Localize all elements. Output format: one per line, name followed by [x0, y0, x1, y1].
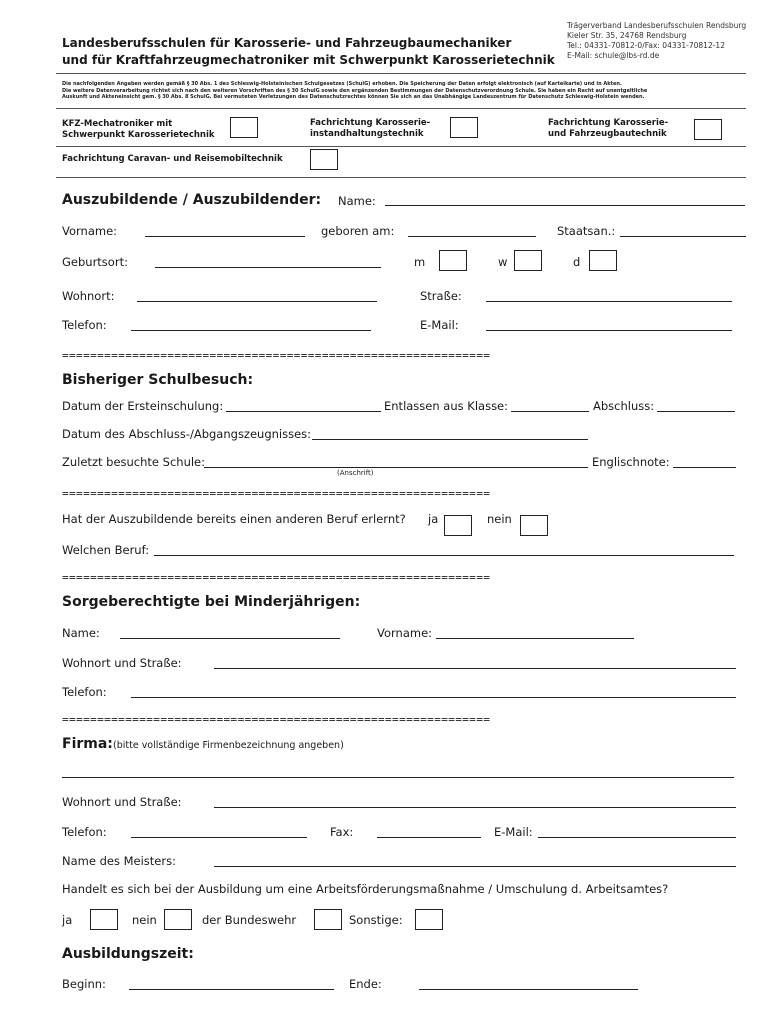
fachrichtung-kfz-line1: KFZ-Mechatroniker mit: [62, 119, 173, 129]
fachrichtung-instandhaltung-line1: Fachrichtung Karosserie-: [310, 118, 431, 128]
gender-m-label: m: [414, 255, 426, 269]
fachrichtung-kfz-label: [62, 119, 215, 141]
firma-email-label: E-Mail:: [494, 825, 533, 839]
beruf-ja-checkbox[interactable]: [444, 515, 472, 536]
azubi-geburtsort-label: Geburtsort:: [62, 255, 128, 269]
englischnote-label: Englischnote:: [592, 455, 670, 469]
entlassen-field[interactable]: [511, 411, 589, 412]
section-separator: =============================================================: [62, 714, 491, 726]
azubi-telefon-field[interactable]: [131, 330, 371, 331]
ende-label: Ende:: [349, 977, 382, 991]
firma-fax-field[interactable]: [377, 837, 481, 838]
entlassen-label: Entlassen aus Klasse:: [384, 399, 509, 413]
gender-w-label: w: [498, 255, 508, 269]
firma-heading: Firma:: [62, 736, 113, 752]
azubi-wohnort-label: Wohnort:: [62, 289, 115, 303]
fachrichtung-kfz-checkbox[interactable]: [230, 117, 258, 138]
fachrichtung-fahrzeugbau-checkbox[interactable]: [694, 119, 722, 140]
section-separator: =============================================================: [62, 350, 491, 362]
school-title-line1: Landesberufsschulen für Karosserie- und Fahrzeugbaumechaniker: [62, 36, 512, 50]
beruf-nein-checkbox[interactable]: [520, 515, 548, 536]
welcher-beruf-label: Welchen Beruf:: [62, 543, 150, 557]
welcher-beruf-field[interactable]: [154, 555, 734, 556]
azubi-geburtsort-field[interactable]: [155, 267, 381, 268]
firma-fax-label: Fax:: [330, 825, 354, 839]
bundeswehr-checkbox[interactable]: [314, 909, 342, 930]
arbeitsamt-question: Handelt es sich bei der Ausbildung um eine Arbeitsförderungsmaßnahme / Umschulung d. Arbeitsamtes?: [62, 882, 669, 896]
beginn-field[interactable]: [129, 989, 334, 990]
beginn-label: Beginn:: [62, 977, 106, 991]
firma-wohnort-label: Wohnort und Straße:: [62, 795, 182, 809]
firma-wohnort-field[interactable]: [214, 807, 736, 808]
fach-divider: [56, 146, 746, 147]
sorge-vorname-field[interactable]: [436, 638, 634, 639]
abschluss-field[interactable]: [657, 411, 735, 412]
traeger-address: [567, 21, 746, 61]
azubi-strasse-field[interactable]: [486, 301, 732, 302]
beruf-ja-label: ja: [428, 512, 439, 526]
gender-d-label: d: [573, 255, 581, 269]
azubi-geboren-label: geboren am:: [321, 224, 395, 238]
fachrichtung-fahrzeugbau-line2: und Fahrzeugbautechnik: [548, 129, 667, 139]
fachrichtung-instandhaltung-line2: instandhaltungstechnik: [310, 129, 424, 139]
azubi-heading: Auszubildende / Auszubildender:: [62, 192, 322, 208]
azubi-vorname-field[interactable]: [145, 236, 305, 237]
privacy-notice-line: Die nachfolgenden Angaben werden gemäß § 30 Abs. 1 des Schleswig-Holsteinischen Schulgesetzes (SchulG) erhoben. Die Speicherung der Daten erfolgt elektronisch (auf Karteikarte) und in Akten.: [62, 81, 622, 87]
gender-m-checkbox[interactable]: [439, 250, 467, 271]
azubi-geboren-field[interactable]: [408, 236, 536, 237]
sonstige-label: Sonstige:: [349, 913, 403, 927]
fachrichtung-instandhaltung-checkbox[interactable]: [450, 117, 478, 138]
section-separator: =============================================================: [62, 572, 491, 584]
firma-hint: (bitte vollständige Firmenbezeichnung angeben): [113, 740, 344, 751]
azubi-staatsan-label: Staatsan.:: [557, 224, 616, 238]
school-title-line2: und für Kraftfahrzeugmechatroniker mit Schwerpunkt Karosserietechnik: [62, 53, 555, 67]
traeger-street: Kieler Str. 35, 24768 Rendsburg: [567, 31, 687, 40]
firma-telefon-field[interactable]: [131, 837, 307, 838]
firma-email-field[interactable]: [538, 837, 736, 838]
gender-d-checkbox[interactable]: [589, 250, 617, 271]
fachrichtung-fahrzeugbau-line1: Fachrichtung Karosserie-: [548, 118, 669, 128]
sorge-name-label: Name:: [62, 626, 100, 640]
sorge-vorname-label: Vorname:: [377, 626, 433, 640]
privacy-notice-line: Die weitere Datenverarbeitung richtet sich nach den weiteren Vorschriften des § 30 SchulG sowie den ergänzenden Bestimmungen der Datenschutzverordnung Schule. Sie haben ein Recht auf unentgeltliche: [62, 87, 648, 94]
meister-label: Name des Meisters:: [62, 854, 176, 868]
bundeswehr-label: der Bundeswehr: [202, 913, 297, 927]
traeger-phone: Tel.: 04331-70812-0/Fax: 04331-70812-12: [567, 41, 725, 50]
sorge-name-field[interactable]: [120, 638, 340, 639]
traeger-email: E-Mail: schule@lbs-rd.de: [567, 51, 660, 60]
massnahme-ja-checkbox[interactable]: [90, 909, 118, 930]
azubi-email-field[interactable]: [486, 330, 732, 331]
beruf-question: Hat der Auszubildende bereits einen anderen Beruf erlernt?: [62, 512, 406, 526]
sonstige-checkbox[interactable]: [415, 909, 443, 930]
azubi-name-label: Name:: [338, 194, 376, 208]
anschrift-hint: (Anschrift): [337, 469, 374, 477]
fachrichtung-caravan-checkbox[interactable]: [310, 149, 338, 170]
massnahme-nein-checkbox[interactable]: [164, 909, 192, 930]
fach-bottom-divider: [56, 177, 746, 178]
meister-field[interactable]: [214, 866, 736, 867]
fachrichtung-fahrzeugbau-label: [548, 118, 668, 140]
sorge-telefon-label: Telefon:: [62, 685, 107, 699]
schulbesuch-heading: Bisheriger Schulbesuch:: [62, 372, 254, 388]
sorge-telefon-field[interactable]: [131, 697, 736, 698]
school-title: [62, 35, 555, 69]
ersteinschulung-label: Datum der Ersteinschulung:: [62, 399, 224, 413]
section-separator: =============================================================: [62, 488, 491, 500]
azubi-vorname-label: Vorname:: [62, 224, 118, 238]
zuletzt-field[interactable]: [204, 467, 588, 468]
azubi-telefon-label: Telefon:: [62, 318, 107, 332]
firma-telefon-label: Telefon:: [62, 825, 107, 839]
ersteinschulung-field[interactable]: [226, 411, 381, 412]
traeger-name: Trägerverband Landesberufsschulen Rendsburg: [567, 21, 747, 30]
fachrichtung-caravan-label: Fachrichtung Caravan- und Reisemobiltechnik: [62, 154, 283, 164]
sorge-wohnort-field[interactable]: [214, 668, 736, 669]
privacy-notice: [62, 81, 752, 101]
azubi-name-field[interactable]: [385, 205, 745, 206]
firma-name-field[interactable]: [62, 777, 734, 778]
notice-divider: [56, 108, 746, 109]
privacy-notice-line: Auskunft und Akteneinsicht gem. § 30 Abs. 8 SchulG. Bei vermuteten Verletzungen des Datenschutzrechtes können Sie sich an das Unabhängige Landeszentrum für Datenschutz Schleswig-Holstein wenden.: [62, 94, 645, 101]
ausbildungszeit-heading: Ausbildungszeit:: [62, 946, 194, 962]
zeugnis-label: Datum des Abschluss-/Abgangszeugnisses:: [62, 427, 312, 441]
azubi-wohnort-field[interactable]: [137, 301, 377, 302]
fachrichtung-kfz-line2: Schwerpunkt Karosserietechnik: [62, 130, 215, 140]
massnahme-ja-label: ja: [62, 913, 73, 927]
ende-field[interactable]: [419, 989, 638, 990]
massnahme-nein-label: nein: [132, 913, 157, 927]
azubi-staatsan-field[interactable]: [620, 236, 746, 237]
sorge-heading: Sorgeberechtigte bei Minderjährigen:: [62, 594, 361, 610]
beruf-nein-label: nein: [487, 512, 512, 526]
azubi-email-label: E-Mail:: [420, 318, 459, 332]
header-divider: [56, 73, 746, 74]
fachrichtung-instandhaltung-label: [310, 118, 430, 140]
sorge-wohnort-label: Wohnort und Straße:: [62, 656, 182, 670]
zeugnis-field[interactable]: [312, 439, 588, 440]
azubi-strasse-label: Straße:: [420, 289, 462, 303]
gender-w-checkbox[interactable]: [514, 250, 542, 271]
zuletzt-label: Zuletzt besuchte Schule:: [62, 455, 205, 469]
englischnote-field[interactable]: [673, 467, 736, 468]
abschluss-label: Abschluss:: [593, 399, 655, 413]
